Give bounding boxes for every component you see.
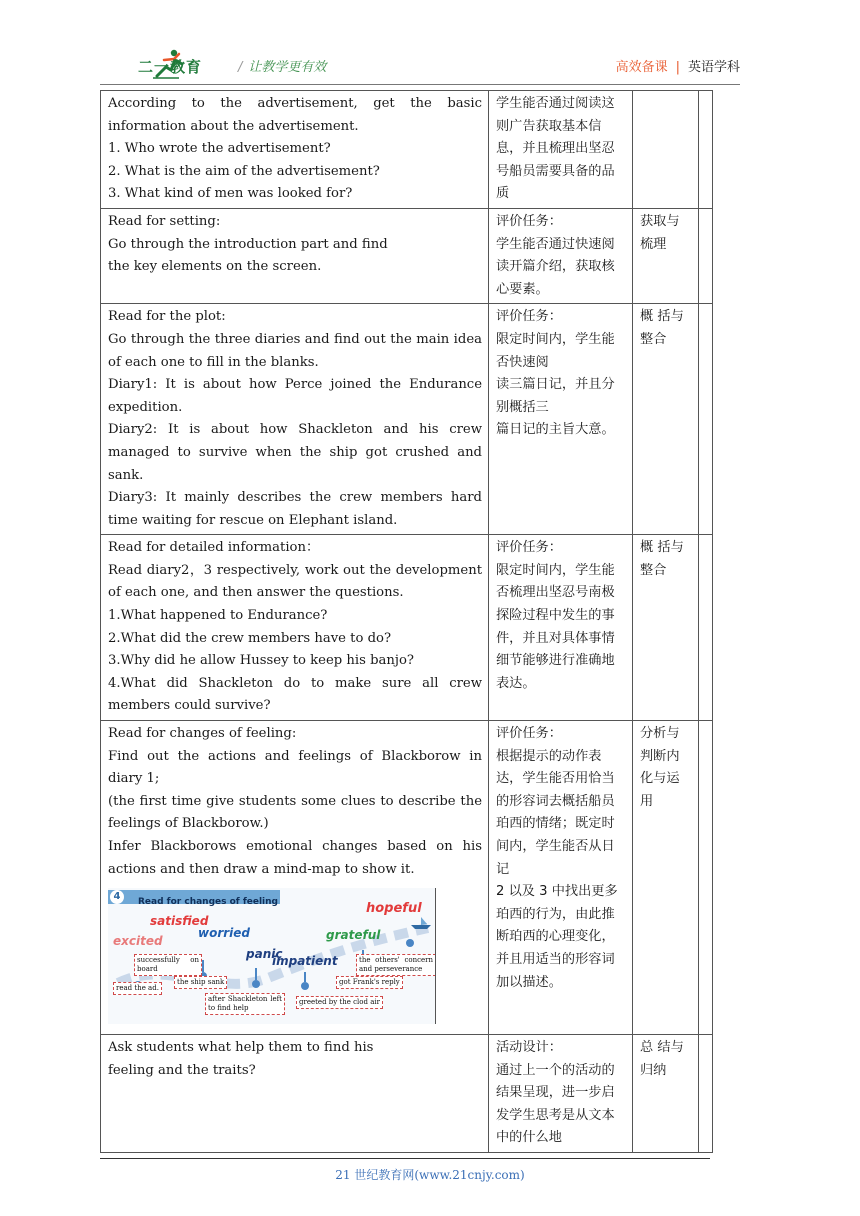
table-edge	[699, 208, 713, 303]
feeling-grateful: grateful	[326, 928, 381, 943]
event-franks-reply: got Frank's reply	[336, 976, 403, 989]
table-edge	[699, 721, 713, 1035]
activity-cell-line: Read diary2，3 respectively, work out the development of each one, and then answer the questions.	[108, 562, 482, 601]
table-edge	[699, 304, 713, 535]
activity-cell-line: Find out the actions and feelings of Blackborow in diary 1;	[108, 748, 482, 787]
activity-cell-line: Go through the three diaries and find out the main idea of each one to fill in the blanks.	[108, 331, 482, 370]
table-row	[101, 535, 713, 721]
activity-cell-line: 1.What happened to Endurance?	[108, 608, 328, 624]
activity-cell-line: 3. What kind of men was looked for?	[108, 186, 353, 202]
assessment-cell-line: 评价任务：	[496, 213, 562, 229]
assessment-cell	[489, 304, 633, 535]
activity-cell-line: 3.Why did he allow Hussey to keep his banjo?	[108, 653, 414, 669]
assessment-cell-line: 2 以及 3 中找出更多珀西的行为，由此推断珀西的心理变化，并且用适当的形容词加以描述。	[496, 884, 618, 990]
assessment-cell-line: 篇日记的主旨大意。	[496, 422, 615, 438]
feeling-worried: worried	[198, 926, 251, 941]
header-right	[616, 56, 740, 75]
level-cell-line: 分析与判断内化与运用	[640, 726, 680, 809]
header-tag-subject: 英语学科	[687, 60, 740, 75]
table-row	[101, 208, 713, 303]
activity-cell	[101, 208, 489, 303]
activity-cell-line: Ask students what help them to find his	[108, 1040, 374, 1056]
event-ship-sank: the ship sank	[174, 976, 227, 989]
feeling-impatient: impatient	[272, 954, 338, 969]
feeling-satisfied: satisfied	[150, 914, 209, 929]
assessment-cell-line: 通过上一个的活动的结果呈现，进一步启发学生思考是从文本中的什么地	[496, 1062, 615, 1146]
level-cell-line: 归纳	[640, 1062, 667, 1078]
activity-cell-line: the key elements on the screen.	[108, 259, 322, 275]
assessment-cell	[489, 721, 633, 1035]
assessment-cell	[489, 535, 633, 721]
event-successfully-on-board: successfully on board	[134, 954, 202, 976]
activity-cell	[101, 91, 489, 209]
activity-cell-line: (the first time give students some clues to describe the feelings of Blackborow.)	[108, 793, 482, 832]
header-rule	[100, 84, 740, 85]
level-cell	[633, 208, 699, 303]
assessment-cell	[489, 208, 633, 303]
logo-text: 二一教育	[138, 58, 203, 76]
page-footer: 21 世纪教育网(www.21cnjy.com)	[335, 1168, 525, 1182]
assessment-cell-line: 学生能否通过快速阅读开篇介绍，获取核心要素。	[496, 236, 615, 297]
activity-cell-line: 1. Who wrote the advertisement?	[108, 141, 331, 157]
header-separator: |	[675, 60, 680, 75]
slogan: / 让教学更有效	[238, 60, 327, 75]
level-cell	[633, 1035, 699, 1153]
activity-cell-line: Read for setting:	[108, 213, 221, 229]
activity-cell	[101, 1035, 489, 1153]
level-cell	[633, 535, 699, 721]
ship-icon	[410, 916, 432, 930]
activity-cell-line: According to the advertisement, get the basic information about the advertisement.	[108, 96, 482, 134]
activity-cell-line: Read for detailed information：	[108, 540, 320, 556]
activity-cell-line: 2.What did the crew members have to do?	[108, 630, 392, 646]
page-header	[100, 46, 740, 86]
table-row	[101, 304, 713, 535]
mind-map-title: Read for changes of feeling	[138, 897, 278, 908]
assessment-cell-line: 限定时间内，学生能否梳理出坚忍号南极探险过程中发生的事件，并且对具体事情细节能够进行准确地表达。	[496, 562, 615, 691]
level-cell-line: 获取与梳理	[640, 213, 680, 252]
table-row	[101, 721, 713, 1035]
assessment-cell-line: 学生能否通过阅读这则广告获取基本信息，并且梳理出坚忍号船员需要具备的品质	[496, 96, 615, 202]
activity-cell-line: Diary2: It is about how Shackleton and his crew managed to survive when the ship got crushed and sank.	[108, 422, 482, 483]
feeling-hopeful: hopeful	[366, 901, 422, 917]
activity-cell-line: Infer Blackborows emotional changes based on his actions and then draw a mind-map to show it.	[108, 839, 482, 877]
level-cell	[633, 721, 699, 1035]
assessment-cell-line: 评价任务：	[496, 540, 562, 556]
mind-map-number: 4	[110, 890, 124, 904]
lesson-plan-table	[100, 90, 713, 1153]
assessment-cell-line: 读三篇日记，并且分别概括三	[496, 377, 615, 415]
level-cell-line: 总 结与	[640, 1040, 684, 1056]
feeling-excited: excited	[113, 934, 163, 949]
assessment-cell-line: 根据提示的动作表达，学生能否用恰当的形容词去概括船员珀西的情绪；既定时间内，学生能否从日记	[496, 748, 615, 877]
assessment-cell-line: 评价任务：	[496, 726, 562, 742]
slogan-text: 让教学更有效	[248, 60, 327, 75]
feeling-panic: panic	[246, 947, 283, 962]
activity-cell	[101, 535, 489, 721]
level-cell-line: 概 括与整合	[640, 309, 684, 347]
assessment-cell-line: 限定时间内，学生能否快速阅	[496, 331, 615, 370]
activity-cell-line: Diary1: It is about how Perce joined the Endurance expedition.	[108, 377, 482, 415]
activity-cell-line: 4.What did Shackleton do to make sure all crew members could survive?	[108, 675, 482, 714]
table-edge	[699, 535, 713, 721]
table-edge	[699, 91, 713, 209]
activity-cell-line: 2. What is the aim of the advertisement?	[108, 163, 380, 179]
assessment-cell-line: 活动设计：	[496, 1040, 562, 1056]
header-tag-prep: 高效备课	[615, 60, 668, 75]
activity-cell	[101, 304, 489, 535]
table-edge	[699, 1035, 713, 1153]
assessment-cell-line: 评价任务：	[496, 309, 562, 325]
assessment-cell	[489, 1035, 633, 1153]
event-read-the-ad: read the ad.	[113, 982, 162, 995]
event-greeted: greeted by the clod air	[296, 996, 383, 1009]
activity-cell	[101, 721, 489, 1035]
activity-cell-line: Diary3: It mainly describes the crew members hard time waiting for rescue on Elephant island.	[108, 490, 482, 528]
mind-map-image	[108, 888, 436, 1024]
activity-cell-line: feeling and the traits?	[108, 1062, 256, 1078]
event-others-concern: the others' concern and perseverance	[356, 954, 436, 976]
level-cell	[633, 91, 699, 209]
event-after-shackleton: after Shackleton left to find help	[205, 993, 285, 1015]
table-row	[101, 91, 713, 209]
table-row	[101, 1035, 713, 1153]
footer-rule	[100, 1158, 710, 1159]
activity-cell-line: Go through the introduction part and find	[108, 236, 388, 252]
activity-cell-line: Read for changes of feeling:	[108, 726, 297, 742]
activity-cell-line: Read for the plot:	[108, 309, 226, 325]
level-cell	[633, 304, 699, 535]
level-cell-line: 概 括与整合	[640, 540, 684, 578]
assessment-cell	[489, 91, 633, 209]
